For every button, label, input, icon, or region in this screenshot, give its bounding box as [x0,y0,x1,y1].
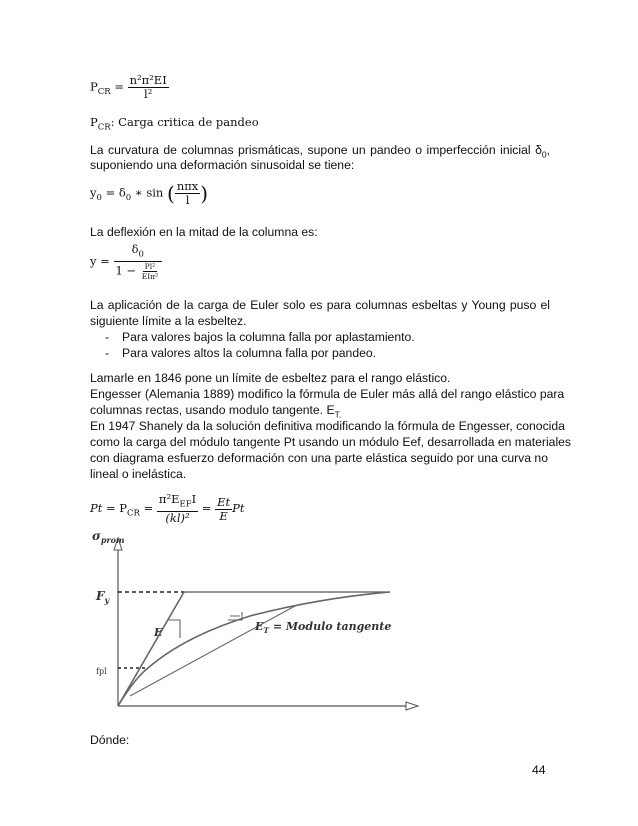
donde-label: Dónde: [90,733,130,747]
formula-pt-fraction-2: $\frac{Et}{E}$ [217,494,231,523]
formula-pt-fraction-1: $\frac{\pi^2E_{EF}I}{\text{(kl)²}}$ [158,492,197,526]
pcr-definition [90,115,259,132]
formula-y: y = $\delta_0$ 1 − $\frac{\text{Pl²}}{\text{EIπ²}}$ [90,243,162,281]
formula-pcr-numerator: n²π²EI [129,73,167,87]
paragraph-shanely-line4: lineal o inelástica. [90,467,187,481]
formula-y0: $y_0 = \delta_0$ ∗ sin ( $\frac{\text{nπx}}{l}$ ) [90,179,209,207]
x-axis-arrow [406,702,418,710]
list-item: - Para valores bajos la columna falla por aplastamiento. [105,330,415,344]
paragraph-deflection: La deflexión en la mitad de la columna es: [90,225,318,239]
e-label: E [154,626,163,639]
formula-y-fraction: $\delta_0$ 1 − $\frac{\text{Pl²}}{\text{EIπ²}}$ [113,243,162,281]
paragraph-euler-line2: siguiente límite a la esbeltez. [90,314,247,328]
formula-pt: $Pt = P_{CR}$ = $\frac{\pi^2E_{EF}I}{\text{(kl)²}}$ = $\frac{Et}{E}$ Pt [90,492,245,526]
formula-pcr [90,74,169,101]
paragraph-engesser-line2: columnas rectas, usando modulo tangente. $E_{T.}$ [90,403,342,420]
pcr-definition-text: : Carga critica de pandeo [110,115,259,129]
formula-pcr-eq: = [114,79,124,94]
fy-label: $F_y$ [96,589,110,605]
formula-pcr-lhs-sub: CR [97,86,111,97]
paragraph-lamarle: Lamarle en 1846 pone un límite de esbeltez para el rango elástico. [90,371,451,385]
formula-pcr-denominator: l² [144,87,153,101]
fpl-label: fpl [96,667,107,676]
list-item: - Para valores altos la columna falla por pandeo. [105,346,377,360]
paragraph-shanely-line1: En 1947 Shanely da la solución definitiva modificando la fórmula de Engesser, conocida [90,419,565,433]
et-label: $E_T$ = Modulo tangente [255,620,392,635]
paragraph-shanely-line3: con diagrama esfuerzo deformación con una parte elástica seguido por una curva no [90,451,548,465]
formula-pcr-lhs: P [90,79,98,94]
pcr-definition-sub: CR [97,122,111,133]
paragraph-shanely-line2: como la carga del módulo tangente Pt usando un módulo Eef, desarrollada en materiales [90,435,572,449]
tangent-modulus-curve [118,592,390,706]
page-number: 44 [532,763,546,777]
paragraph-curvature-line1: La curvatura de columnas prismáticas, supone un pandeo o imperfección inicial $\delta_0$, [90,143,550,160]
y-axis-label: $\sigma_{prom}$ [92,529,125,545]
paragraph-euler-line1: La aplicación de la carga de Euler solo es para columnas esbeltas y Young puso el [90,298,550,312]
formula-pcr-fraction [128,74,169,101]
paragraph-curvature-line2: suponiendo una deformación sinusoidal se tiene: [90,158,355,172]
paragraph-engesser-line1: Engesser (Alemania 1889) modifico la fórmula de Euler más allá del rango elástico para [90,387,565,401]
formula-y0-fraction: $\frac{\text{nπx}}{l}$ [176,179,199,207]
stress-strain-figure [90,528,430,718]
e-slope-triangle [168,620,180,638]
pcr-definition-symbol: P [90,115,98,129]
